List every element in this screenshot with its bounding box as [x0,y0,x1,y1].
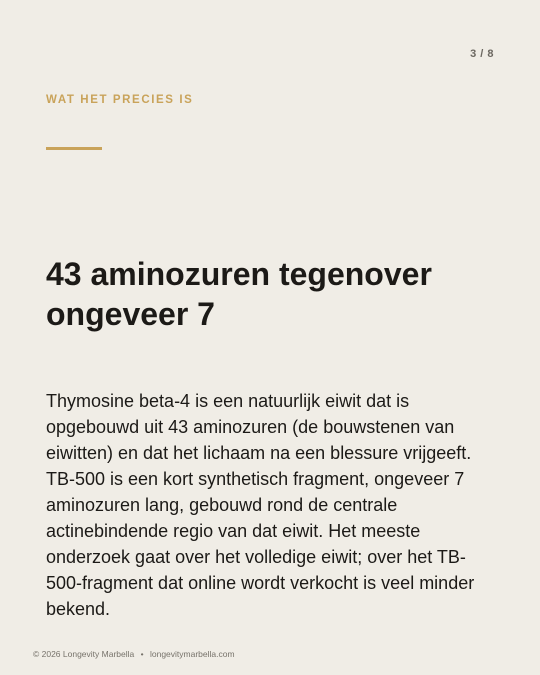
footer-separator: • [140,649,144,659]
page-counter: 3 / 8 [470,48,494,60]
page-title: 43 aminozuren tegenover ongeveer 7 [46,256,432,332]
footer-copyright: © 2026 Longevity Marbella [33,649,135,659]
section-eyebrow: WAT HET PRECIES IS [46,94,194,106]
accent-divider [46,147,102,150]
body-paragraph: Thymosine beta-4 is een natuurlijk eiwit dat is opgebouwd uit 43 aminozuren (de bouwstenen van eiwitten) en dat het lichaam na een blessure vrijgeeft. TB-500 is een kort synthetisch fragment, ongeveer 7 aminozuren lang, gebouwd rond de centrale actinebindende regio van dat eiwit. Het meeste onderzoek gaat over het volledige eiwit; over het TB-500-fragment dat online wordt verkocht is veel minder bekend. [46,391,475,619]
footer-website-link[interactable]: longevitymarbella.com [149,649,235,659]
footer [33,649,235,659]
